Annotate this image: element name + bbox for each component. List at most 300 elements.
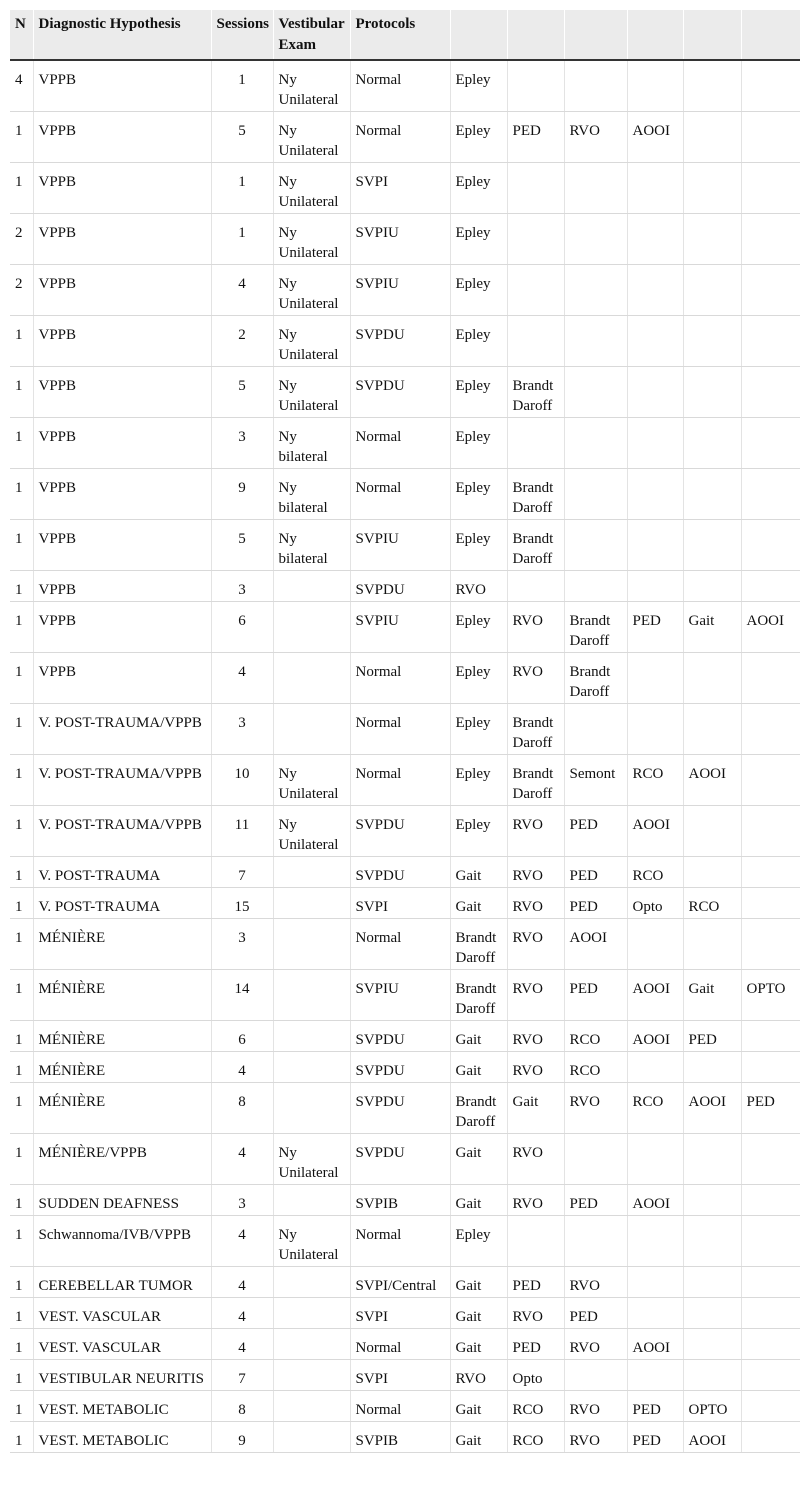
cell-exam-result: SVPDU [350, 805, 450, 856]
cell-exam-result: SVPIB [350, 1184, 450, 1215]
cell-protocol: PED [507, 1266, 564, 1297]
cell-protocol: PED [627, 1421, 683, 1452]
cell-sessions: 2 [211, 315, 273, 366]
table-row [10, 1020, 800, 1051]
cell-protocol: Gait [450, 1328, 507, 1359]
cell-protocol [741, 1266, 800, 1297]
cell-sessions: 11 [211, 805, 273, 856]
cell-diagnostic-hypothesis: VEST. METABOLIC [33, 1390, 211, 1421]
cell-protocol [507, 315, 564, 366]
cell-protocol [741, 468, 800, 519]
cell-exam-result: Normal [350, 1390, 450, 1421]
header-blank [683, 10, 741, 60]
cell-protocol: Brandt Daroff [507, 703, 564, 754]
table-row [10, 366, 800, 417]
table-row [10, 519, 800, 570]
cell-protocol: PED [564, 856, 627, 887]
cell-protocol [507, 417, 564, 468]
cell-diagnostic-hypothesis: VPPB [33, 417, 211, 468]
cell-diagnostic-hypothesis: VPPB [33, 468, 211, 519]
cell-n: 1 [10, 366, 33, 417]
table-row [10, 1328, 800, 1359]
cell-protocol: Semont [564, 754, 627, 805]
cell-protocol: RVO [507, 1133, 564, 1184]
header-blank [564, 10, 627, 60]
cell-protocol [507, 60, 564, 111]
cell-protocol: RVO [507, 805, 564, 856]
cell-protocol [741, 1421, 800, 1452]
header-blank [450, 10, 507, 60]
cell-vestibular-exam [273, 1328, 350, 1359]
cell-protocol: OPTO [683, 1390, 741, 1421]
cell-sessions: 5 [211, 111, 273, 162]
cell-protocol [627, 315, 683, 366]
cell-protocol: Brandt Daroff [450, 1082, 507, 1133]
cell-protocol [683, 468, 741, 519]
cell-protocol [564, 703, 627, 754]
cell-diagnostic-hypothesis: VPPB [33, 601, 211, 652]
cell-protocol: Gait [450, 1266, 507, 1297]
table-row [10, 264, 800, 315]
cell-protocol: RVO [507, 1051, 564, 1082]
cell-sessions: 4 [211, 1051, 273, 1082]
cell-protocol: Epley [450, 111, 507, 162]
cell-protocol [627, 1359, 683, 1390]
cell-vestibular-exam: Ny Unilateral [273, 1133, 350, 1184]
cell-protocol: AOOI [683, 1082, 741, 1133]
cell-protocol: Gait [450, 1051, 507, 1082]
cell-protocol: Epley [450, 703, 507, 754]
cell-protocol [741, 887, 800, 918]
cell-protocol: AOOI [741, 601, 800, 652]
cell-protocol [507, 264, 564, 315]
cell-vestibular-exam [273, 1390, 350, 1421]
table-container [10, 10, 800, 1478]
cell-protocol [741, 1051, 800, 1082]
cell-protocol: AOOI [627, 111, 683, 162]
cell-sessions: 14 [211, 969, 273, 1020]
cell-protocol [741, 856, 800, 887]
cell-sessions: 3 [211, 417, 273, 468]
header-vestibular-exam: Vestibular Exam [273, 10, 350, 60]
cell-protocol: Gait [450, 1184, 507, 1215]
table-body [10, 60, 800, 1452]
cell-protocol [683, 1051, 741, 1082]
cell-protocol [741, 570, 800, 601]
cell-vestibular-exam: Ny bilateral [273, 468, 350, 519]
table-row [10, 1082, 800, 1133]
cell-protocol [741, 754, 800, 805]
cell-protocol: Epley [450, 805, 507, 856]
cell-protocol: Brandt Daroff [564, 601, 627, 652]
cell-protocol: AOOI [564, 918, 627, 969]
cell-protocol: Epley [450, 213, 507, 264]
cell-protocol: PED [564, 1184, 627, 1215]
cell-protocol [683, 366, 741, 417]
cell-protocol: RVO [507, 1020, 564, 1051]
cell-exam-result: SVPIU [350, 601, 450, 652]
cell-protocol: PED [507, 1328, 564, 1359]
cell-diagnostic-hypothesis: MÉNIÈRE [33, 1051, 211, 1082]
cell-n: 1 [10, 1359, 33, 1390]
table-row [10, 60, 800, 111]
cell-protocol: Gait [450, 887, 507, 918]
cell-protocol [683, 417, 741, 468]
cell-protocol [627, 703, 683, 754]
cell-protocol: Epley [450, 417, 507, 468]
cell-n: 1 [10, 601, 33, 652]
cell-diagnostic-hypothesis: VPPB [33, 315, 211, 366]
cell-exam-result: Normal [350, 1328, 450, 1359]
cell-protocol [683, 805, 741, 856]
cell-diagnostic-hypothesis: MÉNIÈRE/VPPB [33, 1133, 211, 1184]
cell-exam-result: SVPI [350, 1359, 450, 1390]
cell-protocol [627, 213, 683, 264]
cell-protocol [741, 1184, 800, 1215]
cell-protocol [741, 1297, 800, 1328]
cell-sessions: 1 [211, 213, 273, 264]
cell-exam-result: SVPI [350, 1297, 450, 1328]
cell-sessions: 10 [211, 754, 273, 805]
cell-protocol [741, 111, 800, 162]
cell-protocol [627, 918, 683, 969]
cell-diagnostic-hypothesis: MÉNIÈRE [33, 1082, 211, 1133]
cell-protocol [507, 162, 564, 213]
cell-n: 1 [10, 652, 33, 703]
cell-exam-result: Normal [350, 468, 450, 519]
cell-protocol: PED [627, 601, 683, 652]
cell-protocol [741, 652, 800, 703]
cell-protocol: PED [564, 1297, 627, 1328]
table-row [10, 1297, 800, 1328]
cell-exam-result: Normal [350, 652, 450, 703]
table-row [10, 213, 800, 264]
table-row [10, 468, 800, 519]
cell-n: 1 [10, 1020, 33, 1051]
cell-protocol [507, 1215, 564, 1266]
cell-exam-result: SVPDU [350, 856, 450, 887]
cell-protocol: RCO [627, 754, 683, 805]
cell-protocol [627, 1297, 683, 1328]
cell-protocol: Opto [627, 887, 683, 918]
cell-protocol: RCO [564, 1020, 627, 1051]
cell-protocol: RVO [450, 1359, 507, 1390]
cell-protocol: Brandt Daroff [450, 969, 507, 1020]
cell-n: 1 [10, 1328, 33, 1359]
cell-protocol: Gait [683, 601, 741, 652]
table-row [10, 805, 800, 856]
cell-protocol: Epley [450, 1215, 507, 1266]
cell-diagnostic-hypothesis: VPPB [33, 60, 211, 111]
header-protocols: Protocols [350, 10, 450, 60]
cell-diagnostic-hypothesis: V. POST-TRAUMA/VPPB [33, 805, 211, 856]
cell-protocol [683, 652, 741, 703]
cell-protocol [683, 918, 741, 969]
cell-protocol: RVO [507, 887, 564, 918]
cell-protocol: PED [507, 111, 564, 162]
cell-protocol [627, 1215, 683, 1266]
table-row [10, 1051, 800, 1082]
cell-exam-result: Normal [350, 918, 450, 969]
cell-n: 1 [10, 1390, 33, 1421]
cell-protocol: AOOI [683, 754, 741, 805]
cell-protocol: RVO [507, 1297, 564, 1328]
cell-protocol: PED [564, 887, 627, 918]
cell-protocol: Opto [507, 1359, 564, 1390]
cell-protocol [627, 417, 683, 468]
cell-sessions: 4 [211, 1328, 273, 1359]
cell-sessions: 4 [211, 652, 273, 703]
cell-protocol [683, 60, 741, 111]
cell-protocol [683, 111, 741, 162]
cell-protocol: PED [627, 1390, 683, 1421]
cell-exam-result: SVPDU [350, 1133, 450, 1184]
cell-vestibular-exam [273, 1421, 350, 1452]
cell-protocol [741, 1328, 800, 1359]
cell-diagnostic-hypothesis: Schwannoma/IVB/VPPB [33, 1215, 211, 1266]
cell-protocol: Brandt Daroff [507, 366, 564, 417]
table-row [10, 601, 800, 652]
cell-protocol: PED [683, 1020, 741, 1051]
cell-protocol: RVO [507, 856, 564, 887]
cell-exam-result: Normal [350, 754, 450, 805]
cell-diagnostic-hypothesis: VPPB [33, 366, 211, 417]
cell-protocol: PED [741, 1082, 800, 1133]
cell-sessions: 8 [211, 1390, 273, 1421]
cell-protocol [564, 264, 627, 315]
cell-protocol: Gait [450, 1421, 507, 1452]
cell-vestibular-exam: Ny Unilateral [273, 111, 350, 162]
cell-exam-result: SVPI [350, 162, 450, 213]
cell-n: 1 [10, 1184, 33, 1215]
cell-vestibular-exam: Ny Unilateral [273, 366, 350, 417]
table-row [10, 1133, 800, 1184]
table-header [10, 10, 800, 60]
table-row [10, 754, 800, 805]
header-blank [507, 10, 564, 60]
cell-sessions: 3 [211, 703, 273, 754]
cell-n: 1 [10, 887, 33, 918]
cell-exam-result: SVPIU [350, 264, 450, 315]
cell-protocol: OPTO [741, 969, 800, 1020]
cell-vestibular-exam [273, 1020, 350, 1051]
cell-protocol [741, 264, 800, 315]
cell-protocol: Gait [450, 856, 507, 887]
cell-n: 1 [10, 315, 33, 366]
cell-sessions: 4 [211, 1297, 273, 1328]
cell-protocol: RCO [564, 1051, 627, 1082]
cell-diagnostic-hypothesis: VPPB [33, 519, 211, 570]
cell-protocol: Epley [450, 519, 507, 570]
cell-n: 2 [10, 213, 33, 264]
cell-sessions: 3 [211, 570, 273, 601]
table-row [10, 918, 800, 969]
cell-vestibular-exam: Ny Unilateral [273, 754, 350, 805]
table-row [10, 111, 800, 162]
cell-n: 1 [10, 754, 33, 805]
cell-diagnostic-hypothesis: V. POST-TRAUMA/VPPB [33, 754, 211, 805]
cell-sessions: 6 [211, 601, 273, 652]
cell-protocol [683, 1215, 741, 1266]
cell-vestibular-exam [273, 1051, 350, 1082]
cell-n: 4 [10, 60, 33, 111]
cell-protocol [627, 570, 683, 601]
cell-protocol [564, 1215, 627, 1266]
cell-diagnostic-hypothesis: MÉNIÈRE [33, 969, 211, 1020]
cell-protocol [627, 60, 683, 111]
cell-sessions: 4 [211, 1133, 273, 1184]
cell-n: 1 [10, 805, 33, 856]
cell-protocol [683, 1133, 741, 1184]
header-sessions: Sessions [211, 10, 273, 60]
header-n: N [10, 10, 33, 60]
cell-n: 1 [10, 918, 33, 969]
cell-protocol [741, 1215, 800, 1266]
cell-protocol: RCO [627, 856, 683, 887]
cell-sessions: 9 [211, 1421, 273, 1452]
cell-protocol [564, 366, 627, 417]
cell-protocol: Epley [450, 652, 507, 703]
cell-vestibular-exam [273, 969, 350, 1020]
table-row [10, 570, 800, 601]
cell-protocol: Gait [507, 1082, 564, 1133]
cell-exam-result: SVPIB [350, 1421, 450, 1452]
cell-vestibular-exam: Ny Unilateral [273, 264, 350, 315]
cell-vestibular-exam: Ny Unilateral [273, 213, 350, 264]
cell-sessions: 15 [211, 887, 273, 918]
cell-n: 1 [10, 1051, 33, 1082]
cell-protocol [741, 60, 800, 111]
cell-protocol: AOOI [627, 805, 683, 856]
table-row [10, 1215, 800, 1266]
cell-diagnostic-hypothesis: V. POST-TRAUMA/VPPB [33, 703, 211, 754]
cell-protocol [741, 213, 800, 264]
cell-sessions: 4 [211, 1266, 273, 1297]
cell-vestibular-exam [273, 1359, 350, 1390]
cell-sessions: 5 [211, 519, 273, 570]
cell-protocol [683, 1359, 741, 1390]
cell-protocol: Epley [450, 264, 507, 315]
cell-diagnostic-hypothesis: VEST. METABOLIC [33, 1421, 211, 1452]
cell-n: 1 [10, 111, 33, 162]
cell-diagnostic-hypothesis: V. POST-TRAUMA [33, 856, 211, 887]
cell-protocol [683, 570, 741, 601]
cell-sessions: 8 [211, 1082, 273, 1133]
cell-vestibular-exam: Ny Unilateral [273, 60, 350, 111]
table-row [10, 856, 800, 887]
cell-protocol [741, 1359, 800, 1390]
table-row [10, 1266, 800, 1297]
cell-protocol [627, 162, 683, 213]
cell-vestibular-exam [273, 1297, 350, 1328]
cell-protocol: Gait [450, 1390, 507, 1421]
cell-protocol: RVO [564, 1328, 627, 1359]
cell-protocol [741, 315, 800, 366]
cell-exam-result: Normal [350, 111, 450, 162]
cell-exam-result: SVPIU [350, 213, 450, 264]
cell-n: 1 [10, 1297, 33, 1328]
cell-n: 1 [10, 969, 33, 1020]
cell-exam-result: SVPDU [350, 315, 450, 366]
cell-exam-result: SVPIU [350, 519, 450, 570]
cell-exam-result: SVPI/Central [350, 1266, 450, 1297]
cell-n: 1 [10, 1266, 33, 1297]
cell-diagnostic-hypothesis: CEREBELLAR TUMOR [33, 1266, 211, 1297]
cell-n: 1 [10, 570, 33, 601]
cell-protocol: RVO [564, 111, 627, 162]
cell-vestibular-exam [273, 652, 350, 703]
diagnosis-protocol-table [10, 10, 800, 1453]
cell-diagnostic-hypothesis: VPPB [33, 111, 211, 162]
cell-protocol [564, 162, 627, 213]
cell-protocol [564, 213, 627, 264]
cell-protocol [564, 468, 627, 519]
cell-protocol: RCO [507, 1390, 564, 1421]
cell-protocol [741, 1020, 800, 1051]
cell-n: 1 [10, 162, 33, 213]
cell-protocol [741, 805, 800, 856]
cell-diagnostic-hypothesis: VPPB [33, 652, 211, 703]
cell-sessions: 9 [211, 468, 273, 519]
cell-protocol [564, 570, 627, 601]
cell-n: 1 [10, 1421, 33, 1452]
cell-protocol: RVO [564, 1082, 627, 1133]
cell-n: 2 [10, 264, 33, 315]
cell-protocol [683, 162, 741, 213]
cell-protocol [507, 213, 564, 264]
cell-n: 1 [10, 1215, 33, 1266]
cell-diagnostic-hypothesis: VPPB [33, 264, 211, 315]
cell-protocol [741, 1390, 800, 1421]
cell-vestibular-exam [273, 1184, 350, 1215]
cell-exam-result: Normal [350, 60, 450, 111]
cell-protocol: RVO [507, 601, 564, 652]
cell-vestibular-exam [273, 887, 350, 918]
table-row [10, 1390, 800, 1421]
cell-vestibular-exam: Ny Unilateral [273, 805, 350, 856]
cell-diagnostic-hypothesis: V. POST-TRAUMA [33, 887, 211, 918]
cell-exam-result: SVPDU [350, 1020, 450, 1051]
cell-protocol [741, 1133, 800, 1184]
cell-protocol: Gait [450, 1297, 507, 1328]
cell-protocol: AOOI [627, 1184, 683, 1215]
cell-protocol: RVO [507, 1184, 564, 1215]
cell-protocol [683, 213, 741, 264]
cell-protocol: Brandt Daroff [450, 918, 507, 969]
header-blank [741, 10, 800, 60]
cell-sessions: 1 [211, 162, 273, 213]
cell-n: 1 [10, 1082, 33, 1133]
cell-protocol: Epley [450, 468, 507, 519]
cell-protocol: PED [564, 805, 627, 856]
cell-diagnostic-hypothesis: VEST. VASCULAR [33, 1297, 211, 1328]
cell-protocol [564, 519, 627, 570]
cell-protocol [741, 162, 800, 213]
cell-vestibular-exam [273, 601, 350, 652]
cell-protocol [564, 417, 627, 468]
cell-protocol: Epley [450, 162, 507, 213]
cell-exam-result: SVPDU [350, 570, 450, 601]
cell-protocol: RCO [683, 887, 741, 918]
cell-protocol: Gait [683, 969, 741, 1020]
cell-protocol [683, 1184, 741, 1215]
table-row [10, 887, 800, 918]
cell-protocol [683, 315, 741, 366]
cell-protocol: AOOI [627, 1020, 683, 1051]
cell-diagnostic-hypothesis: VPPB [33, 570, 211, 601]
cell-protocol: RCO [507, 1421, 564, 1452]
cell-diagnostic-hypothesis: MÉNIÈRE [33, 1020, 211, 1051]
